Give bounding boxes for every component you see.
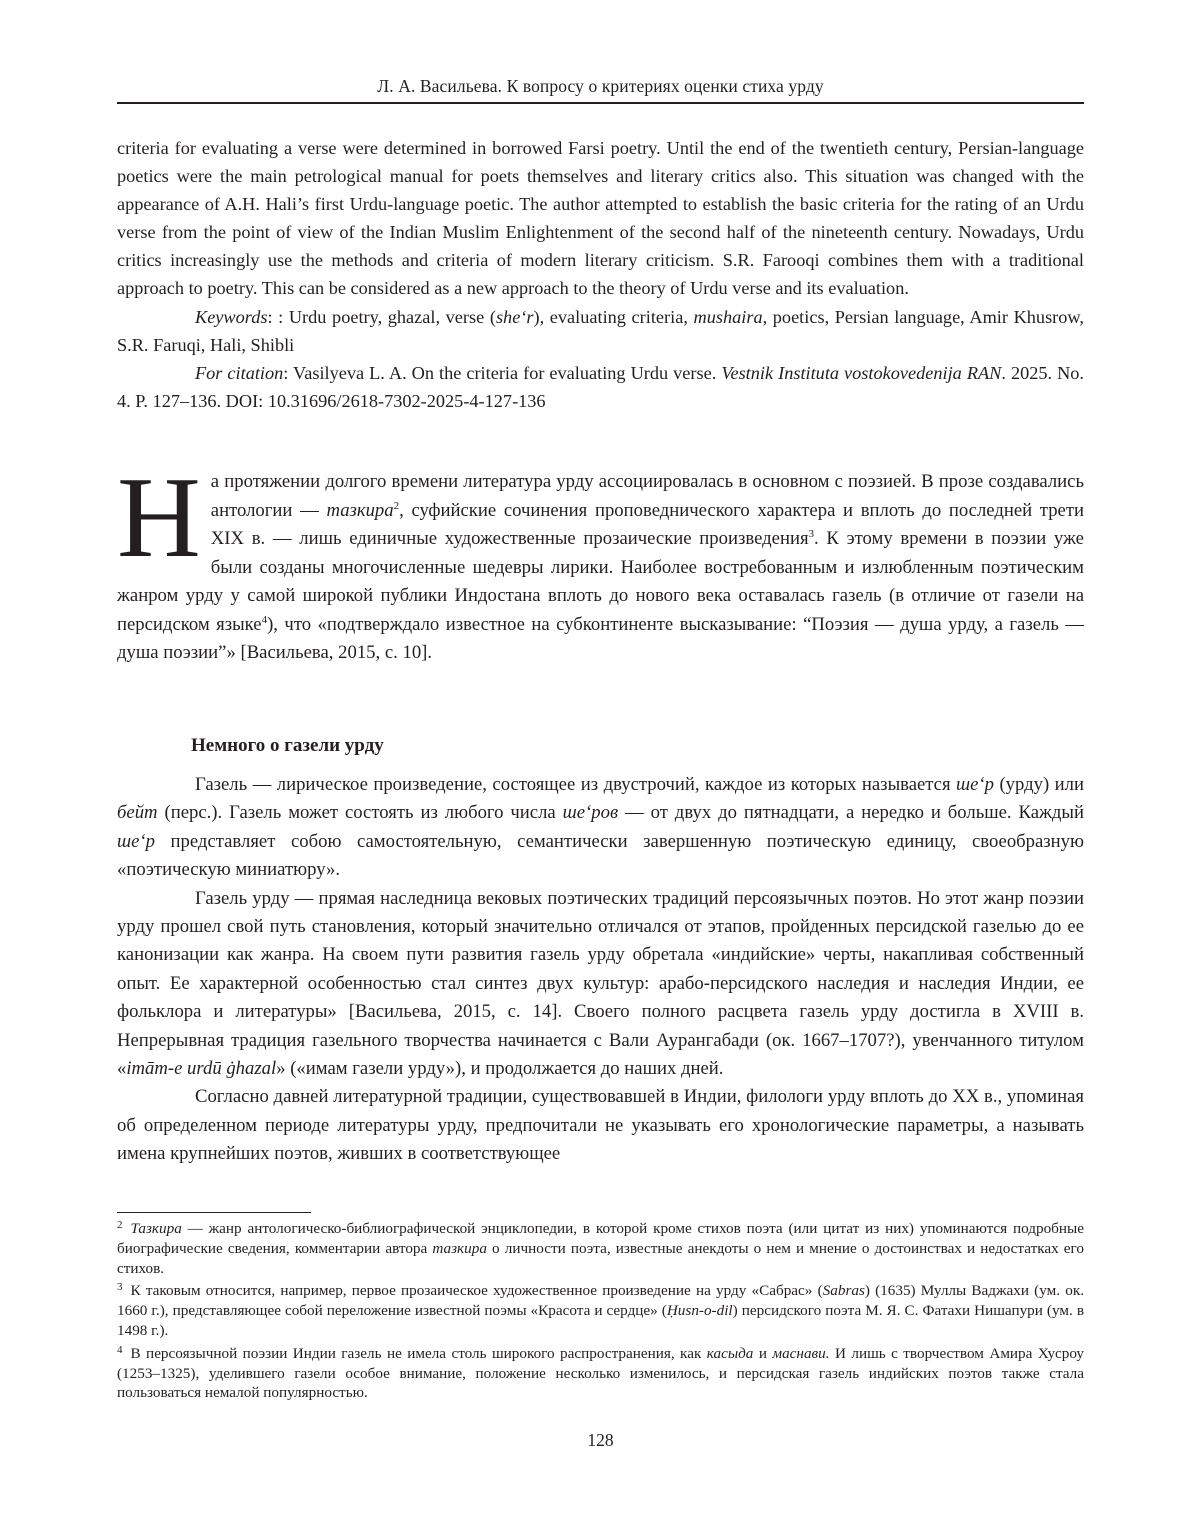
text-run: В персоязычной поэзии Индии газель не имела столь широкого распространения, как [130, 1344, 707, 1362]
term-husn-o-dil: Ḥusn-o-dil [666, 1302, 733, 1320]
text-run: (перс.). Газель может состоять из любого числа [157, 802, 563, 824]
paragraph-3: Согласно давней литературной традиции, существовавшей в Индии, филологи урду вплоть до XX в., упоминая об определенном периоде литературы урду, предпочитали не указывать его хронологические параметры, а называть имена крупнейших поэтов, живших в соответствующее [117, 1086, 1084, 1165]
text-run: — от двух до пятнадцати, а нередко и больше. Каждый [618, 802, 1084, 824]
abstract-block [117, 134, 1084, 415]
paragraph-1 [117, 771, 1084, 885]
text-run: И лишь с творчеством Амира Хусроу (1253–1325), уделившего газели особое внимание, положение несколько изменилось, и персидская газель индийских поэтов также стала пользоваться немалой популярностью. [117, 1344, 1084, 1402]
text-run: — жанр антологическо-библиографической энциклопедии, в которой кроме стихов поэта (или цитат из них) упоминаются подробные биографические сведения, комментарии автора [117, 1220, 1084, 1257]
term-sher: ше‘р [117, 830, 155, 852]
keywords-line [117, 303, 1084, 359]
footnote-3 [117, 1278, 1084, 1340]
text-run: К таковым относится, например, первое прозаическое художественное произведение на урду «Сабрас» ( [130, 1282, 823, 1300]
intro-text: , суфийские сочинения проповеднического характера и вплоть до последней трети XIX в. — лишь единичные художественные прозаические произведения [210, 499, 1084, 549]
footnote-number: 3 [117, 1281, 123, 1294]
text-run: ) персидского поэта М. Я. С. Фатахи Нишапури (ум. в 1498 г.). [117, 1302, 1084, 1339]
paragraph-2 [117, 885, 1084, 1084]
term-sher: ше‘р [956, 774, 994, 795]
intro-paragraph [117, 454, 1084, 668]
term-tazkira: тазкира [326, 499, 394, 521]
citation-journal: Vestnik Instituta vostokovedenija RAN [721, 362, 1002, 383]
footnote-number: 2 [117, 1219, 123, 1231]
keyword-sher: she‘r [495, 306, 534, 327]
citation-line [117, 359, 1084, 415]
section-heading: Немного о газели урду [191, 735, 384, 756]
intro-text: а протяжении долгого времени литература урду ассоциировалась в основном с поэзией. В прозе создавались антологии — [210, 471, 1084, 521]
keyword-mushaira: mushaira [693, 306, 763, 327]
drop-cap: Н [117, 454, 201, 582]
keywords-label: Keywords [195, 306, 268, 327]
term-beit: бейт [117, 802, 158, 824]
keywords-text: , poetics, Persian language, Amir Khusrow, S.R. Faruqi, Hali, Shibli [117, 306, 1084, 355]
footnote-number: 4 [117, 1343, 123, 1356]
header-rule [117, 102, 1084, 104]
term-tazkira: тазкира [432, 1239, 487, 1257]
citation-text: : Vasilyeva L. A. On the criteria for evaluating Urdu verse. [283, 362, 722, 383]
term-sherov: ше‘ров [562, 802, 619, 824]
keywords-text: : : Urdu poetry, ghazal, verse ( [267, 306, 496, 327]
citation-text: . 2025. No. 4. P. 127–136. DOI: 10.31696/2618-7302-2025-4-127-136 [117, 362, 1084, 411]
text-run: представляет собою самостоятельную, семантически завершенную поэтическую единицу, своеобразную «поэтическую миниатюру». [117, 830, 1084, 881]
term-kasyda: касыда [706, 1344, 754, 1362]
footnote-2 [117, 1216, 1084, 1278]
text-run: Газель урду — прямая наследница вековых поэтических традиций персоязычных поэтов. Но этот жанр поэзии урду прошел свой путь становления, который значительно отличался от этапов, пройденных персидской газелью до ее канонизации как жанра. На своем пути развития газель урду обретала «индийские» черты, накапливая собственный опыт. Ее характерной особенностью стал синтез двух культур: арабо-персидского наследия и наследия Индии, ее фольклора и литературы» [Васильева, 2015, с. 14]. Своего полного расцвета газель урду достигла в XVIII в. Непрерывная традиция газельного творчества начинается с Вали Аурангабади (ок. 1667–1707?), увенчанного титулом « [117, 887, 1084, 1080]
text-run: Газель — лирическое произведение, состоящее из двустрочий, каждое из которых называется [195, 774, 957, 795]
term-imam: imām-e urdū ġhazal [126, 1058, 277, 1080]
citation-label: For citation [195, 362, 284, 383]
keywords-text: ), evaluating criteria, [533, 306, 694, 327]
abstract-text: criteria for evaluating a verse were determined in borrowed Farsi poetry. Until the end of the twentieth century, Persian-language poetics were the main petrological manual for poets themselves and literary critics also. This situation was changed with the appearance of A.H. Hali’s first Urdu-language poetic. The author attempted to establish the basic criteria for the rating of an Urdu verse from the point of view of the Indian Muslim Enlightenment of the second half of the nineteenth century. Nowadays, Urdu critics increasingly use the methods and criteria of modern literary criticism. S.R. Farooqi combines them with a traditional approach to poetry. This can be considered as a new approach to the theory of Urdu verse and its evaluation. [117, 138, 1084, 299]
footnote-rule [117, 1212, 311, 1213]
text-run: и [753, 1344, 773, 1362]
footnotes [117, 1216, 1084, 1403]
page-number: 128 [587, 1430, 614, 1450]
running-head: Л. А. Васильева. К вопросу о критериях оценки стиха урду [377, 76, 824, 96]
footnote-ref-4[interactable]: 4 [261, 613, 268, 626]
intro-text: ), что «подтверждало известное на субконтиненте высказывание: “Поэзия — душа урду, а газель — душа поэзии”» [Васильева, 2015, с. 10]. [117, 613, 1084, 663]
text-run: » («имам газели урду»), и продолжается до наших дней. [276, 1058, 724, 1080]
term-tazkira: Тазкира [130, 1220, 182, 1237]
footnote-4 [117, 1341, 1084, 1403]
term-masnavi: маснави. [772, 1344, 830, 1362]
section-body [117, 771, 1084, 1169]
text-run: о личности поэта, известные анекдоты о нем и мнение о достоинствах и недостатках его стихов. [117, 1239, 1084, 1277]
term-sabras: Sabras [822, 1282, 865, 1300]
footnote-ref-2[interactable]: 2 [393, 499, 400, 512]
footnote-ref-3[interactable]: 3 [808, 528, 815, 540]
text-run: ) (1635) Муллы Ваджахи (ум. ок. 1660 г.), представляющее собой переложение известной поэмы «Красота и сердце» ( [117, 1282, 1084, 1320]
text-run: (урду) или [994, 774, 1084, 795]
intro-text: . К этому времени в поэзии уже были созданы многочисленные шедевры лирики. Наиболее востребованным и излюбленным поэтическим жанром урду у самой широкой публики Индостана вплоть до нового века оставалась газель (в отличие от газели на персидском языке [117, 528, 1084, 635]
